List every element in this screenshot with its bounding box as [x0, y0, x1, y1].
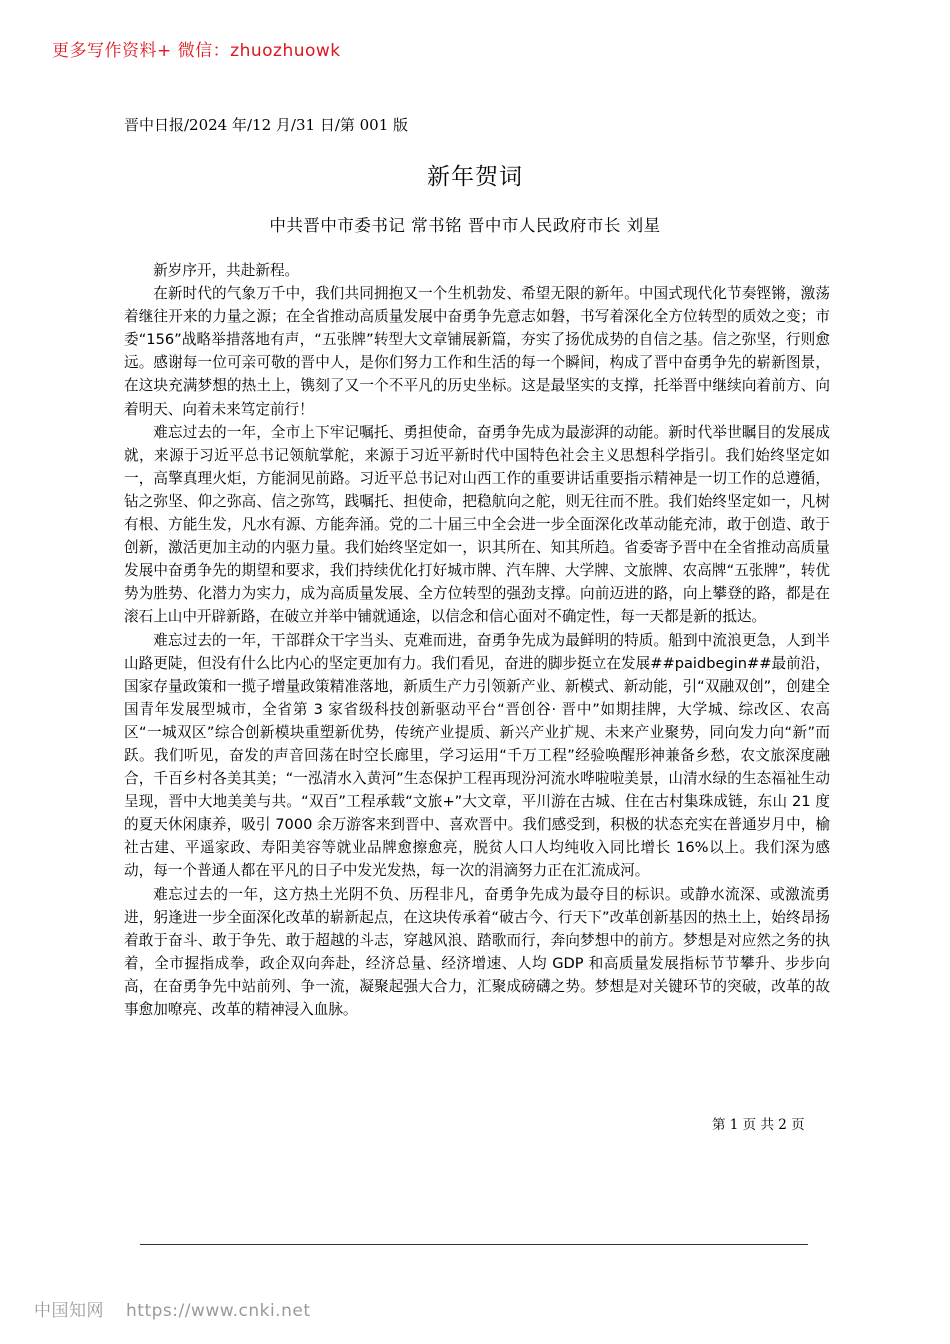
article-body — [124, 259, 830, 1021]
footer-site-name: 中国知网 — [34, 1301, 104, 1321]
paragraph: 难忘过去的一年，这方热土光阴不负、历程非凡，奋勇争先成为最夺目的标识。或静水流深、或激流勇进，躬逢进一步全面深化改革的崭新起点，在这块传承着“破古今、行天下”改革创新基因的热土上，始终昂扬着敢于奋斗、敢于争先、敢于超越的斗志，穿越风浪、踏歌而行，奔向梦想中的前方。梦想是对应然之务的执着，全市握指成拳，政企双向奔赴，经济总量、经济增速、人均 GDP 和高质量发展指标节节攀升、步步向高，在奋勇争先中站前列、争一流，凝聚起强大合力，汇聚成磅礴之势。梦想是对关键环节的突破，改革的故事愈加嘹亮、改革的精神浸入血脉。 — [124, 885, 830, 1018]
footer-watermark — [34, 1296, 310, 1321]
paragraph: 在新时代的气象万千中，我们共同拥抱又一个生机勃发、希望无限的新年。中国式现代化节奏铿锵，激荡着继往开来的力量之源；在全省推动高质量发展中奋勇争先意志如磐，书写着深化全方位转型的质效之变；市委“156”战略举措落地有声，“五张牌”转型大文章铺展新篇，夯实了扬优成势的自信之基。信之弥坚，行则愈远。感谢每一位可亲可敬的晋中人，是你们努力工作和生活的每一个瞬间，构成了晋中奋勇争先的崭新图景，在这块充满梦想的热土上，镌刻了又一个不平凡的历史坐标。这是最坚实的支撑，托举晋中继续向着前方、向着明天、向着未来笃定前行！ — [124, 285, 830, 418]
source-citation: 晋中日报/2024 年/12 月/31 日/第 001 版 — [124, 116, 409, 134]
paragraph: 难忘过去的一年，干部群众干字当头、克难而进，奋勇争先成为最鲜明的特质。船到中流浪更急，人到半山路更陡，但没有什么比内心的坚定更加有力。我们看见，奋进的脚步挺立在发展##paidbegin##最前沿，国家存量政策和一揽子增量政策精准落地，新质生产力引领新产业、新模式、新动能，引“双融双创”，创建全国青年发展型城市，全省第 3 家省级科技创新驱动平台“晋创谷· 晋中”如期挂牌，大学城、综改区、农高区“一城双区”综合创新模块重塑新优势，传统产业提质、新兴产业扩规、未来产业聚势，同向发力向“新”而跃。我们听见，奋发的声音回荡在时空长廊里，学习运用“千万工程”经验唤醒形神兼备乡愁，农文旅深度融合，千百乡村各美其美；“一泓清水入黄河”生态保护工程再现汾河流水哗啦啦美景，山清水绿的生态福祉生动呈现，晋中大地美美与共。“双百”工程承载“文旅+”大文章，平川游在古城、住在古村集珠成链，东山 21 度的夏天休闲康养，吸引 7000 余万游客来到晋中、喜欢晋中。我们感受到，积极的状态充实在普通岁月中，榆社古建、平遥家政、寿阳美容等就业品牌愈擦愈亮，脱贫人口人均纯收入同比增长 16%以上。我们深为感动，每一个普通人都在平凡的日子中发光发热，每一次的涓滴努力正在汇流成河。 — [124, 631, 830, 880]
page-number: 第 1 页 共 2 页 — [712, 1117, 805, 1133]
paragraph: 难忘过去的一年，全市上下牢记嘱托、勇担使命，奋勇争先成为最澎湃的动能。新时代举世瞩目的发展成就，来源于习近平总书记领航掌舵，来源于习近平新时代中国特色社会主义思想科学指引。我们始终坚定如一，高擎真理火炬，方能洞见前路。习近平总书记对山西工作的重要讲话重要指示精神是一切工作的总遵循，钻之弥坚、仰之弥高、信之弥笃，践嘱托、担使命，把稳航向之舵，则无往而不胜。我们始终坚定如一，凡树有根、方能生发，凡水有源、方能奔涌。党的二十届三中全会进一步全面深化改革动能充沛，敢于创造、敢于创新，激活更加主动的内驱力量。我们始终坚定如一，识其所在、知其所趋。省委寄予晋中在全省推动高质量发展中奋勇争先的期望和要求，我们持续优化打好城市牌、汽车牌、大学牌、文旅牌、农高牌“五张牌”，转优势为胜势、化潜力为实力，成为高质量发展、全方位转型的强劲支撑。向前迈进的路，向上攀登的路，都是在滚石上山中开辟新路，在破立并举中铺就通途，以信念和信心面对不确定性，每一天都是新的抵达。 — [124, 423, 830, 626]
article-byline: 中共晋中市委书记 常书铭 晋中市人民政府市长 刘星 — [269, 216, 661, 235]
footer-divider — [140, 1244, 808, 1245]
article-title: 新年贺词 — [427, 164, 523, 190]
paragraph: 新岁序开，共赴新程。 — [153, 262, 300, 279]
promo-banner: 更多写作资料+ 微信：zhuozhuowk — [52, 41, 341, 61]
footer-url[interactable]: https://www.cnki.net — [126, 1301, 311, 1321]
